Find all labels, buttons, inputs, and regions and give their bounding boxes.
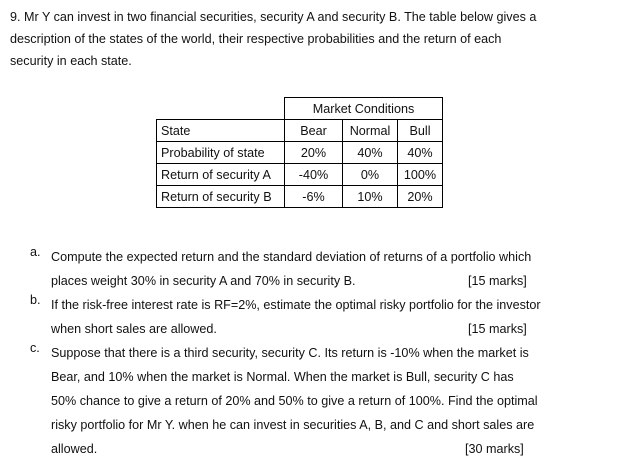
table-cell: Bull	[398, 120, 443, 142]
intro-line: 9. Mr Y can invest in two financial securities, security A and security B. The table below gives a	[10, 10, 537, 24]
table-cell: -40%	[285, 164, 343, 186]
sub-question-a	[30, 245, 615, 293]
question-letter: a.	[30, 245, 41, 259]
table-corner-cell	[157, 98, 285, 120]
table-cell: 10%	[343, 186, 398, 208]
question-line	[51, 341, 615, 365]
question-line	[51, 245, 615, 269]
table-cell: 20%	[285, 142, 343, 164]
sub-question-b	[30, 293, 615, 341]
marks-label: [15 marks]	[468, 322, 527, 336]
question-line	[51, 365, 615, 389]
question-text: Compute the expected return and the standard deviation of returns of a portfolio which	[51, 250, 532, 264]
table-header-row	[157, 98, 443, 120]
marks-label: [15 marks]	[468, 274, 527, 288]
question-letter: b.	[30, 293, 41, 307]
question-text: allowed.	[51, 442, 98, 456]
question-intro	[10, 6, 616, 72]
table-cell: 40%	[343, 142, 398, 164]
question-text: places weight 30% in security A and 70% in security B.	[51, 274, 356, 288]
intro-line: security in each state.	[10, 54, 132, 68]
table-row	[157, 186, 443, 208]
table-cell: 100%	[398, 164, 443, 186]
table-cell: 40%	[398, 142, 443, 164]
question-text: risky portfolio for Mr Y. when he can invest in securities A, B, and C and short sales are	[51, 418, 535, 432]
question-line	[51, 269, 615, 293]
question-text: If the risk-free interest rate is RF=2%, estimate the optimal risky portfolio for the investor	[51, 298, 541, 312]
row-label: Probability of state	[157, 142, 285, 164]
intro-line: description of the states of the world, their respective probabilities and the return of each	[10, 32, 502, 46]
market-conditions-header: Market Conditions	[285, 98, 443, 120]
table-row	[157, 120, 443, 142]
question-line	[51, 293, 615, 317]
question-line	[51, 413, 615, 437]
table-cell: Normal	[343, 120, 398, 142]
question-line	[51, 389, 615, 413]
table-cell: 20%	[398, 186, 443, 208]
table-row	[157, 164, 443, 186]
row-label: Return of security B	[157, 186, 285, 208]
question-text: when short sales are allowed.	[51, 322, 217, 336]
states-table	[156, 97, 443, 208]
question-text: Suppose that there is a third security, security C. Its return is -10% when the market is	[51, 346, 529, 360]
question-letter: c.	[30, 341, 40, 355]
question-text: 50% chance to give a return of 20% and 50% to give a return of 100%. Find the optimal	[51, 394, 538, 408]
sub-questions	[30, 245, 615, 461]
question-line	[51, 317, 615, 341]
row-label: Return of security A	[157, 164, 285, 186]
sub-question-c	[30, 341, 615, 461]
table-cell: -6%	[285, 186, 343, 208]
question-line	[51, 437, 615, 461]
marks-label: [30 marks]	[465, 442, 524, 456]
table-row	[157, 142, 443, 164]
row-label: State	[157, 120, 285, 142]
table-cell: 0%	[343, 164, 398, 186]
question-text: Bear, and 10% when the market is Normal. When the market is Bull, security C has	[51, 370, 514, 384]
table-cell: Bear	[285, 120, 343, 142]
